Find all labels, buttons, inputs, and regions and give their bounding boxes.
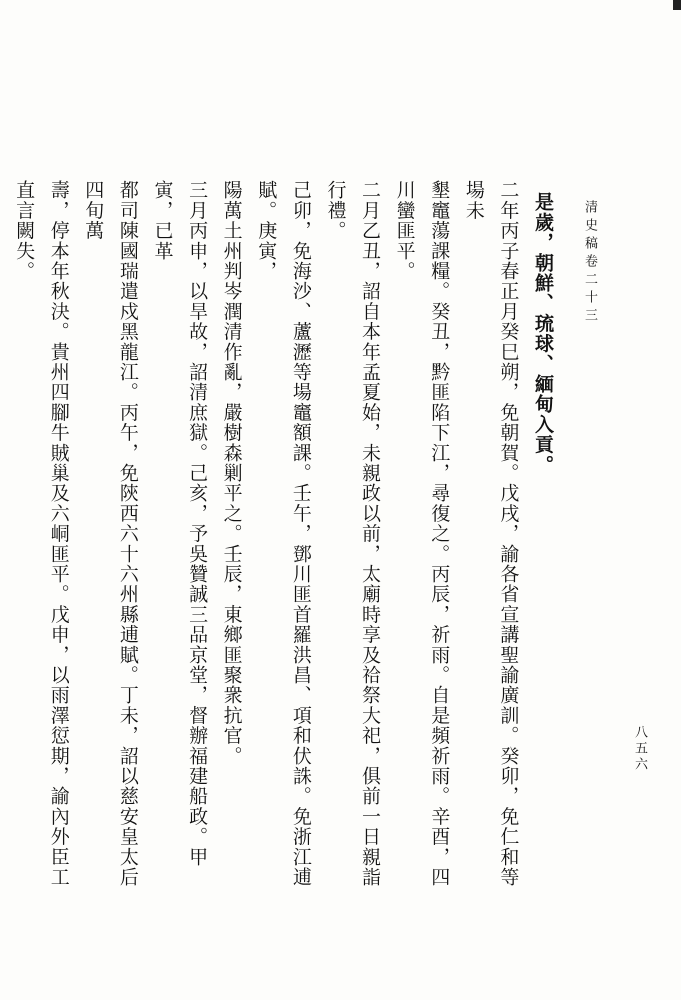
text-column: 壽，停本年秋決。貴州四腳牛賊巢及六峒匪平。戊申，以雨澤愆期，諭內外臣工直言闕失。 <box>13 180 70 887</box>
text-column: 墾竈蕩課糧。癸丑，黔匪陷下江，尋復之。丙辰，祈雨。自是頻祈雨。辛酉，四川蠻匪平。 <box>393 180 451 887</box>
text-column: 陽萬土州判岑潤清作亂，嚴樹森剿平之。壬辰，東鄉匪聚衆抗官。 <box>220 180 243 766</box>
text-column: 都司陳國瑞遣戍黑龍江。丙午，免陝西六十六州縣逋賦。丁未，詔以慈安皇太后四旬萬 <box>82 180 139 887</box>
corner-mark <box>673 0 681 10</box>
text-column: 是歲，朝鮮、琉球、緬甸入貢。 <box>532 192 554 475</box>
text-block <box>13 180 560 900</box>
page-number: 八五六 <box>632 725 647 773</box>
running-title: 清史稿卷二十三 <box>582 200 597 326</box>
text-column: 三月丙申，以旱故，詔清庶獄。己亥，予吳贊誠三品京堂，督辦福建船政。甲寅，已革 <box>151 180 209 867</box>
text-column: 二月乙丑，詔自本年孟夏始，未親政以前，太廟時享及祫祭大祀，俱前一日親詣行禮。 <box>324 180 382 887</box>
text-column <box>0 180 7 900</box>
text-column: 二年丙子春正月癸巳朔，免朝賀。戊戌，諭各省宣講聖諭廣訓。癸卯，免仁和等場未 <box>462 180 520 887</box>
text-column: 己卯，免海沙、蘆瀝等場竈額課。壬午，鄧川匪首羅洪昌、項和伏誅。免浙江逋賦。庚寅， <box>255 180 312 887</box>
